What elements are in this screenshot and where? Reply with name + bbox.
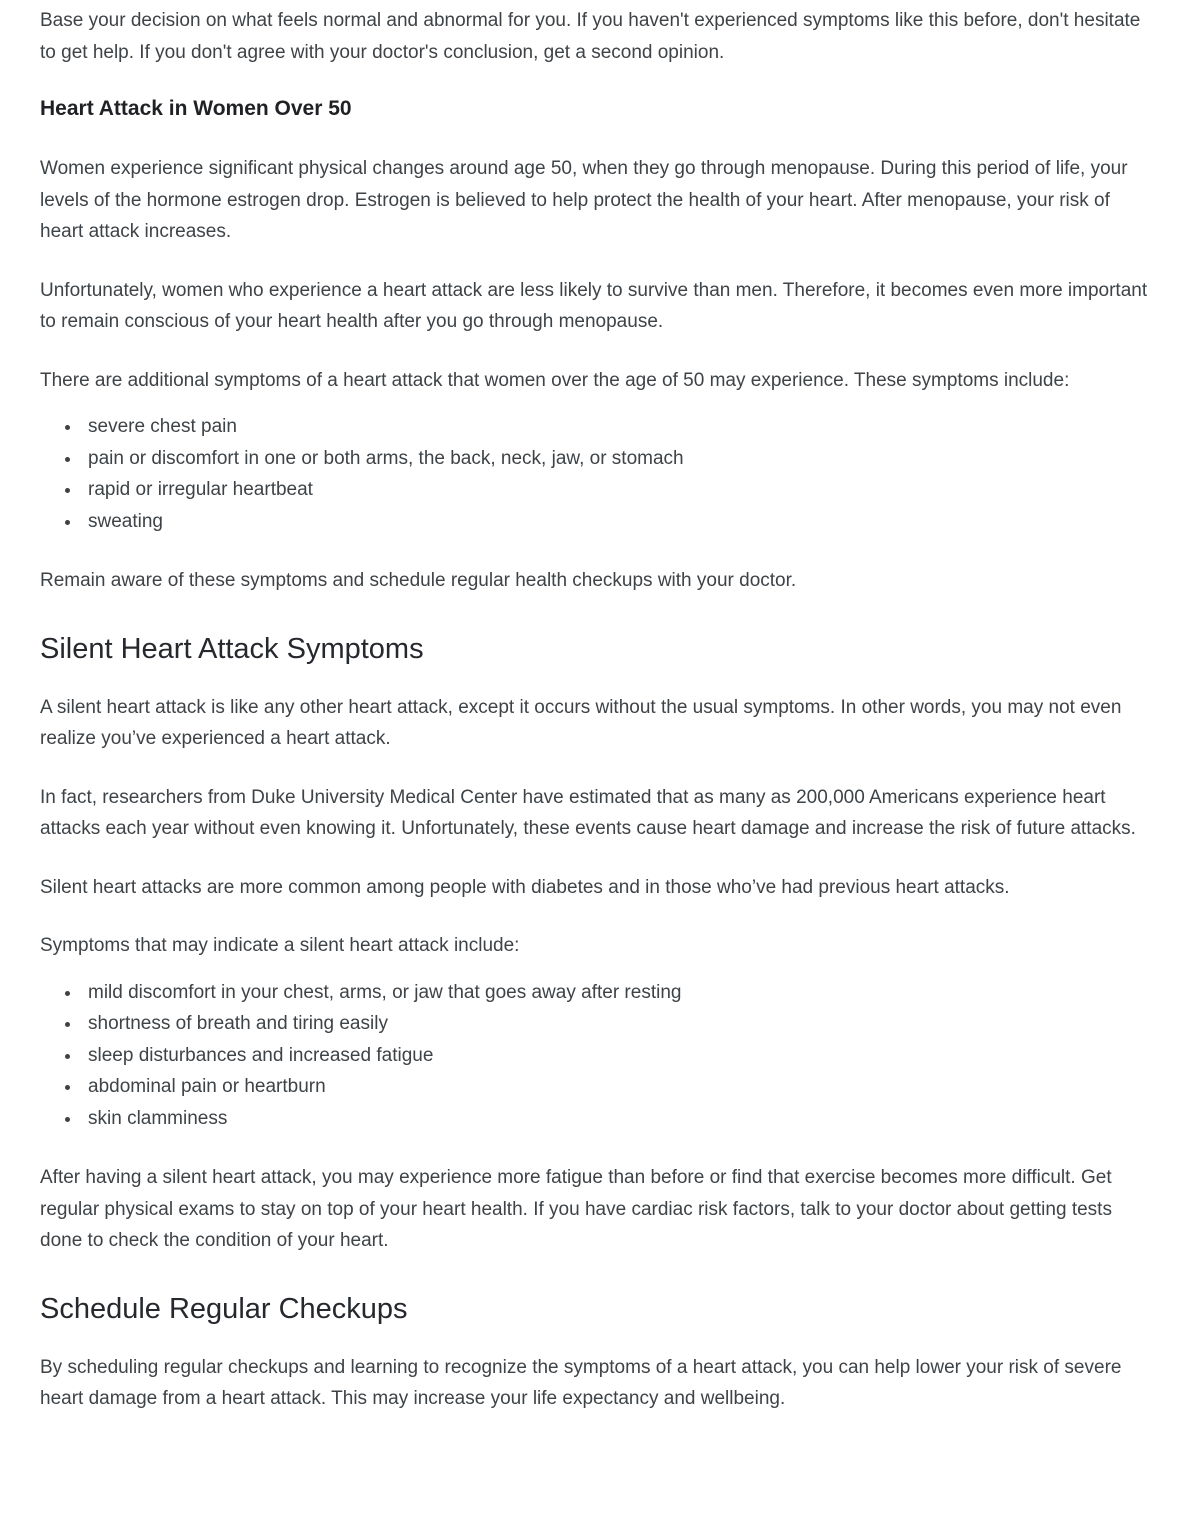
section-heading-schedule-checkups: Schedule Regular Checkups: [40, 1292, 408, 1325]
subheading-heart-attack-women-over-50: Heart Attack in Women Over 50: [40, 97, 352, 120]
women-paragraph-survival: Unfortunately, women who experience a heart attack are less likely to survive than men. Therefore, it becomes even more important to remain conscious of your heart health after you go through menopause.: [40, 279, 1148, 332]
silent-paragraph-diabetes: Silent heart attacks are more common among people with diabetes and in those who’ve had previous heart attacks.: [40, 876, 1010, 898]
women-paragraph-menopause: Women experience significant physical changes around age 50, when they go through menopause. During this period of life, your levels of the hormone estrogen drop. Estrogen is believed to help protect the health of your heart. After menopause, your risk of heart attack increases.: [40, 158, 1128, 242]
silent-paragraph-after-attack: After having a silent heart attack, you may experience more fatigue than before or find that exercise becomes more difficult. Get regular physical exams to stay on top of your heart health. If you have cardiac risk factors, talk to your doctor about getting tests done to check the condition of your heart.: [40, 1167, 1112, 1251]
silent-paragraph-definition: A silent heart attack is like any other heart attack, except it occurs without the usual symptoms. In other words, you may not even realize you’ve experienced a heart attack.: [40, 696, 1122, 749]
list-item: • mild discomfort in your chest, arms, or jaw that goes away after resting: [82, 977, 1158, 1009]
list-item: • abdominal pain or heartburn: [82, 1071, 1158, 1103]
silent-symptoms-list: [40, 977, 1158, 1135]
women-paragraph-remain-aware: Remain aware of these symptoms and schedule regular health checkups with your doctor.: [40, 570, 797, 591]
silent-paragraph-symptoms-intro: Symptoms that may indicate a silent heart attack include:: [40, 935, 520, 956]
women-symptoms-list: [40, 411, 1158, 537]
women-paragraph-symptoms-intro: There are additional symptoms of a heart attack that women over the age of 50 may experience. These symptoms include:: [40, 369, 1070, 391]
silent-paragraph-duke-research: In fact, researchers from Duke University Medical Center have estimated that as many as 200,000 Americans experience heart attacks each year without even knowing it. Unfortunately, these events cause heart damage and increase the risk of future attacks.: [40, 786, 1136, 839]
list-item: • pain or discomfort in one or both arms, the back, neck, jaw, or stomach: [82, 443, 1158, 475]
list-item: • rapid or irregular heartbeat: [82, 474, 1158, 506]
list-item: • skin clamminess: [82, 1103, 1158, 1135]
list-item: • sleep disturbances and increased fatigue: [82, 1040, 1158, 1072]
list-item: • shortness of breath and tiring easily: [82, 1008, 1158, 1040]
intro-paragraph: Base your decision on what feels normal and abnormal for you. If you haven't experienced symptoms like this before, don't hesitate to get help. If you don't agree with your doctor's conclusion, get a second opinion.: [40, 10, 1141, 63]
checkups-paragraph: By scheduling regular checkups and learning to recognize the symptoms of a heart attack, you can help lower your risk of severe heart damage from a heart attack. This may increase your life expectancy and wellbeing.: [40, 1356, 1122, 1409]
list-item: • severe chest pain: [82, 411, 1158, 443]
section-heading-silent-heart-attack: Silent Heart Attack Symptoms: [40, 632, 424, 665]
list-item: • sweating: [82, 506, 1158, 538]
